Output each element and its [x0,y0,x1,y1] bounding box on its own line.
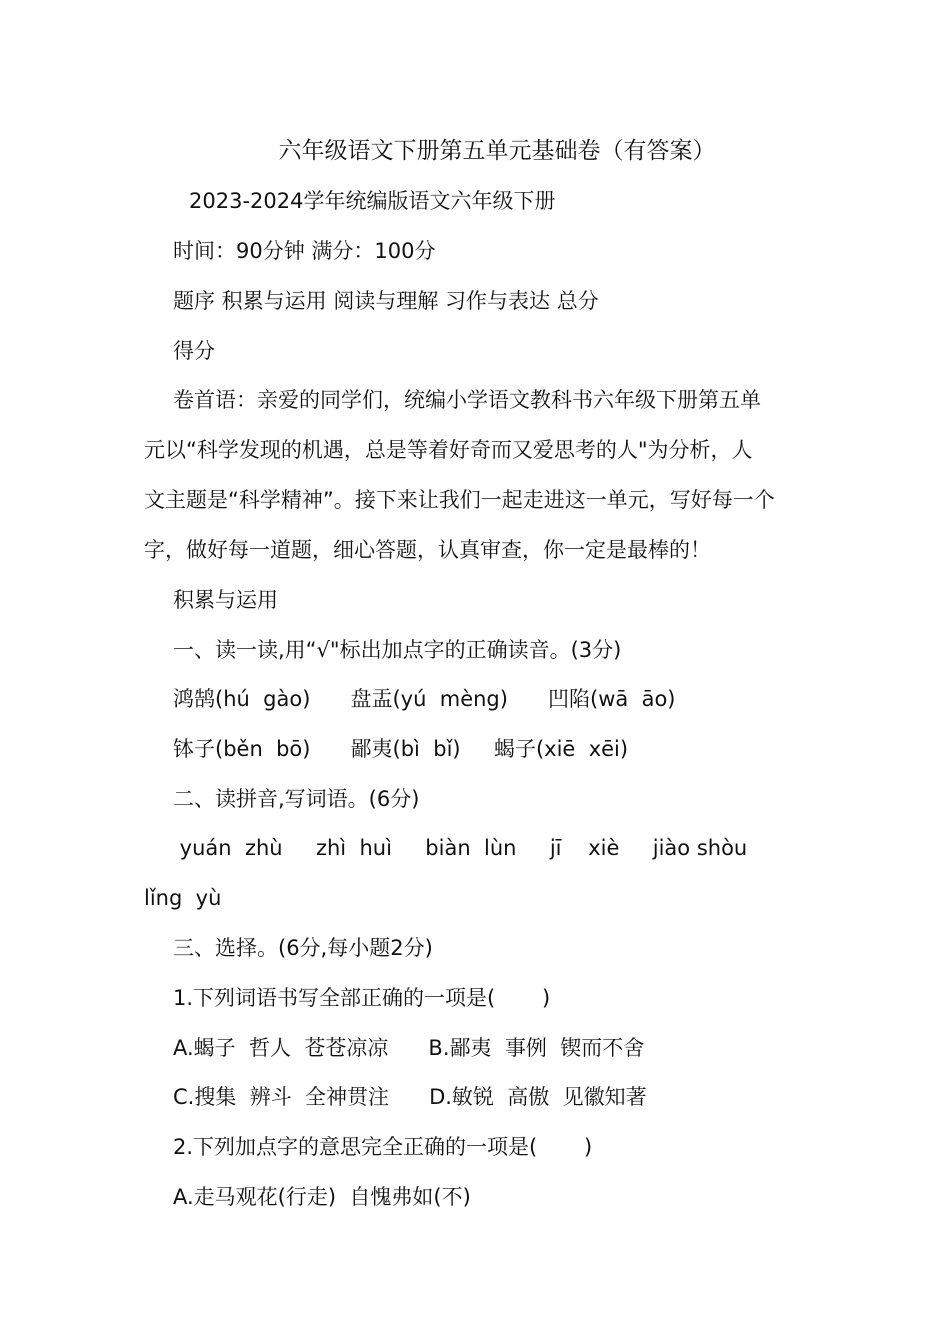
preface-line-4: 字，做好每一道题，细心答题，认真审查，你一定是最棒的！ [144,538,711,562]
question-1-row-2: 钵子(běn bō) 鄙夷(bì bǐ) 蝎子(xiē xēi) [173,737,629,761]
question-2-pinyin-row-2: lǐng yù [144,886,222,910]
section-heading: 积累与运用 [173,588,278,612]
question-1-row-1: 鸿鹄(hú gào) 盘盂(yú mèng) 凹陷(wā āo) [173,687,676,711]
preface-line-1: 卷首语：亲爱的同学们，统编小学语文教科书六年级下册第五单 [173,388,761,412]
document-title: 六年级语文下册第五单元基础卷（有答案） [278,138,716,164]
question-1-prompt: 一、读一读,用“√"标出加点字的正确读音。(3分) [173,638,622,662]
question-3-item-2: 2.下列加点字的意思完全正确的一项是( ) [173,1135,593,1159]
preface-line-3: 文主题是“科学精神”。接下来让我们一起走进这一单元，写好每一个 [144,488,775,512]
time-score-line: 时间：90分钟 满分：100分 [173,239,436,263]
question-2-prompt: 二、读拼音,写词语。(6分) [173,787,420,811]
question-2-pinyin-row-1: yuán zhù zhì huì biàn lùn jī xiè jiào shòu [173,836,748,860]
question-3-item-1-options-cd: C.搜集 辨斗 全神贯注 D.敏锐 高傲 见徽知著 [173,1085,647,1109]
question-3-item-1: 1.下列词语书写全部正确的一项是( ) [173,986,551,1010]
question-3-item-1-options-ab: A.蝎子 哲人 苍苍凉凉 B.鄙夷 事例 锲而不舍 [173,1036,645,1060]
document-subtitle: 2023-2024学年统编版语文六年级下册 [189,189,556,213]
section-order-line: 题序 积累与运用 阅读与理解 习作与表达 总分 [173,289,599,313]
preface-line-2: 元以“科学发现的机遇，总是等着好奇而又爱思考的人"为分析，人 [144,438,753,462]
question-3-item-2-option-a: A.走马观花(行走) 自愧弗如(不) [173,1185,471,1209]
question-3-prompt: 三、选择。(6分,每小题2分) [173,936,433,960]
score-label: 得分 [173,339,215,363]
